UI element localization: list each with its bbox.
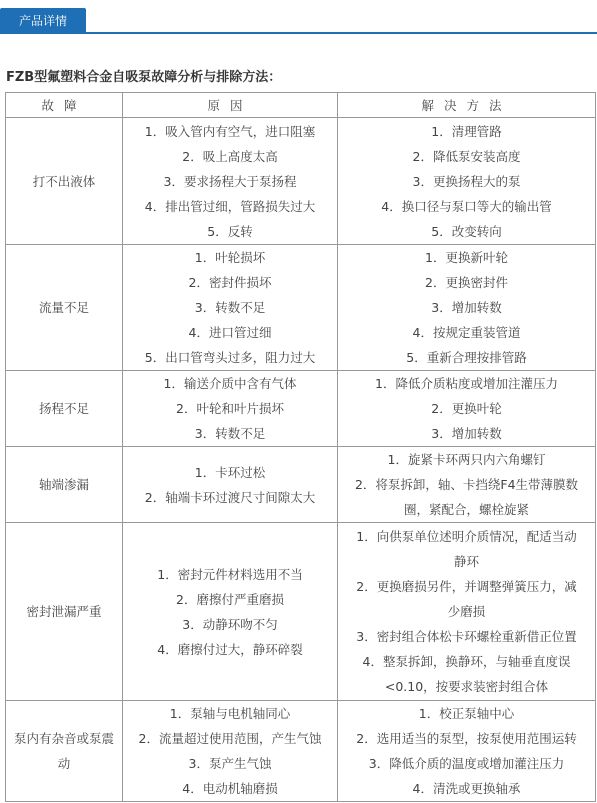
solution-item: 2．选用适当的泵型，按泵使用范围运转: [356, 731, 577, 746]
cause-cell: [123, 523, 338, 701]
cause-item: 2．吸上高度太高: [182, 148, 278, 164]
cause-item: 4．排出管过细，管路损失过大: [144, 198, 316, 214]
cause-item: 1．泵轴与电机轴同心: [169, 706, 291, 721]
cause-item: 2．密封件损坏: [188, 275, 272, 290]
solution-item: 少磨损: [447, 604, 486, 619]
solution-item: 2．将泵拆卸，轴、卡挡绕F4生带薄膜数: [354, 477, 579, 492]
cause-item: 5．反转: [207, 223, 253, 239]
header-cause: 原因: [123, 93, 338, 118]
solution-item: 2．更换密封件: [425, 275, 508, 290]
cause-item: 2．轴端卡环过渡尺寸间隙太大: [144, 489, 316, 505]
solution-item: 3．增加转数: [431, 300, 502, 315]
cause-item: 4．磨擦付过大，静环碎裂: [157, 641, 303, 657]
solution-item: 2．更换叶轮: [431, 401, 502, 416]
cause-item: 1．卡环过松: [194, 464, 266, 480]
solution-cell: [338, 118, 596, 245]
cause-item: 2．流量超过使用范围，产生气蚀: [138, 731, 322, 746]
table-body: [6, 118, 596, 802]
header-fault: 故障: [6, 93, 123, 118]
solution-item: 1．校正泵轴中心: [418, 706, 515, 721]
solution-cell: [338, 371, 596, 447]
cause-item: 3．转数不足: [194, 426, 266, 441]
table-row: [6, 371, 596, 447]
solution-cell: [338, 245, 596, 371]
tab-bar: [0, 0, 597, 34]
cause-item: 1．吸入管内有空气，进口阻塞: [144, 123, 316, 139]
tab-product-details[interactable]: 产品详情: [0, 8, 86, 34]
cause-item: 3．要求扬程大于泵扬程: [163, 173, 297, 189]
page-title: FZB型氟塑料合金自吸泵故障分析与排除方法：: [6, 70, 282, 85]
solution-item: 1．向供泵单位述明介质情况，配适当动: [356, 529, 577, 544]
solution-item: 3．降低介质的温度或增加灌注压力: [368, 756, 565, 771]
cause-cell: [123, 118, 338, 245]
fault-cell: 流量不足: [6, 245, 123, 371]
cause-item: 1．叶轮损坏: [194, 250, 266, 265]
table-header-row: [6, 93, 596, 118]
fault-table: [5, 92, 596, 802]
cause-item: 2．磨擦付严重磨损: [176, 591, 284, 607]
cause-item: 3．泵产生气蚀: [188, 756, 272, 771]
table-row: [6, 118, 596, 245]
cause-item: 2．叶轮和叶片损坏: [176, 401, 284, 416]
solution-item: 3．更换扬程大的泵: [412, 173, 521, 189]
solution-item: 1．降低介质粘度或增加注灌压力: [375, 376, 558, 391]
cause-item: 1．密封元件材料选用不当: [157, 566, 303, 582]
cause-cell: [123, 371, 338, 447]
table-row: [6, 447, 596, 523]
solution-item: 4．整泵拆卸，换静环，与轴垂直度误: [362, 654, 571, 669]
solution-item: 5．改变转向: [431, 223, 502, 239]
solution-item: 4．按规定重装管道: [412, 325, 521, 340]
cause-item: 3．转数不足: [194, 300, 266, 315]
solution-item: 4．清洗或更换轴承: [412, 781, 521, 796]
solution-cell: [338, 523, 596, 701]
cause-cell: [123, 447, 338, 523]
cause-item: 5．出口管弯头过多，阻力过大: [144, 350, 316, 365]
solution-item: 1．清理管路: [431, 123, 502, 139]
cause-item: 4．进口管过细: [188, 325, 272, 340]
cause-item: 3．动静环吻不匀: [182, 616, 278, 632]
header-solution: 解决方法: [338, 93, 596, 118]
solution-item: 1．更换新叶轮: [425, 250, 508, 265]
cause-cell: [123, 245, 338, 371]
table-row: [6, 245, 596, 371]
solution-item: 圈，紧配合，螺栓旋紧: [403, 502, 529, 517]
solution-item: 2．更换磨损另件，并调整弹簧压力，减: [356, 579, 577, 594]
table-row: [6, 701, 596, 802]
fault-cell: 打不出液体: [6, 118, 123, 245]
cause-item: 4．电动机轴磨损: [182, 781, 278, 796]
solution-item: 1．旋紧卡环两只内六角螺钉: [387, 452, 546, 467]
cause-item: 1．输送介质中含有气体: [163, 376, 297, 391]
solution-item: <0.10，按要求装密封组合体: [384, 679, 549, 694]
fault-cell: 密封泄漏严重: [6, 523, 123, 701]
solution-item: 静环: [453, 554, 479, 569]
solution-item: 3．密封组合体松卡环螺栓重新借正位置: [356, 629, 577, 644]
fault-cell: 泵内有杂音或泵震动: [6, 701, 123, 802]
table-row: [6, 523, 596, 701]
solution-item: 4．换口径与泵口等大的输出管: [381, 198, 552, 214]
cause-cell: [123, 701, 338, 802]
solution-cell: [338, 701, 596, 802]
fault-cell: 轴端渗漏: [6, 447, 123, 523]
solution-cell: [338, 447, 596, 523]
solution-item: 3．增加转数: [431, 426, 502, 441]
solution-item: 5．重新合理按排管路: [406, 350, 527, 365]
fault-cell: 扬程不足: [6, 371, 123, 447]
solution-item: 2．降低泵安装高度: [412, 148, 521, 164]
